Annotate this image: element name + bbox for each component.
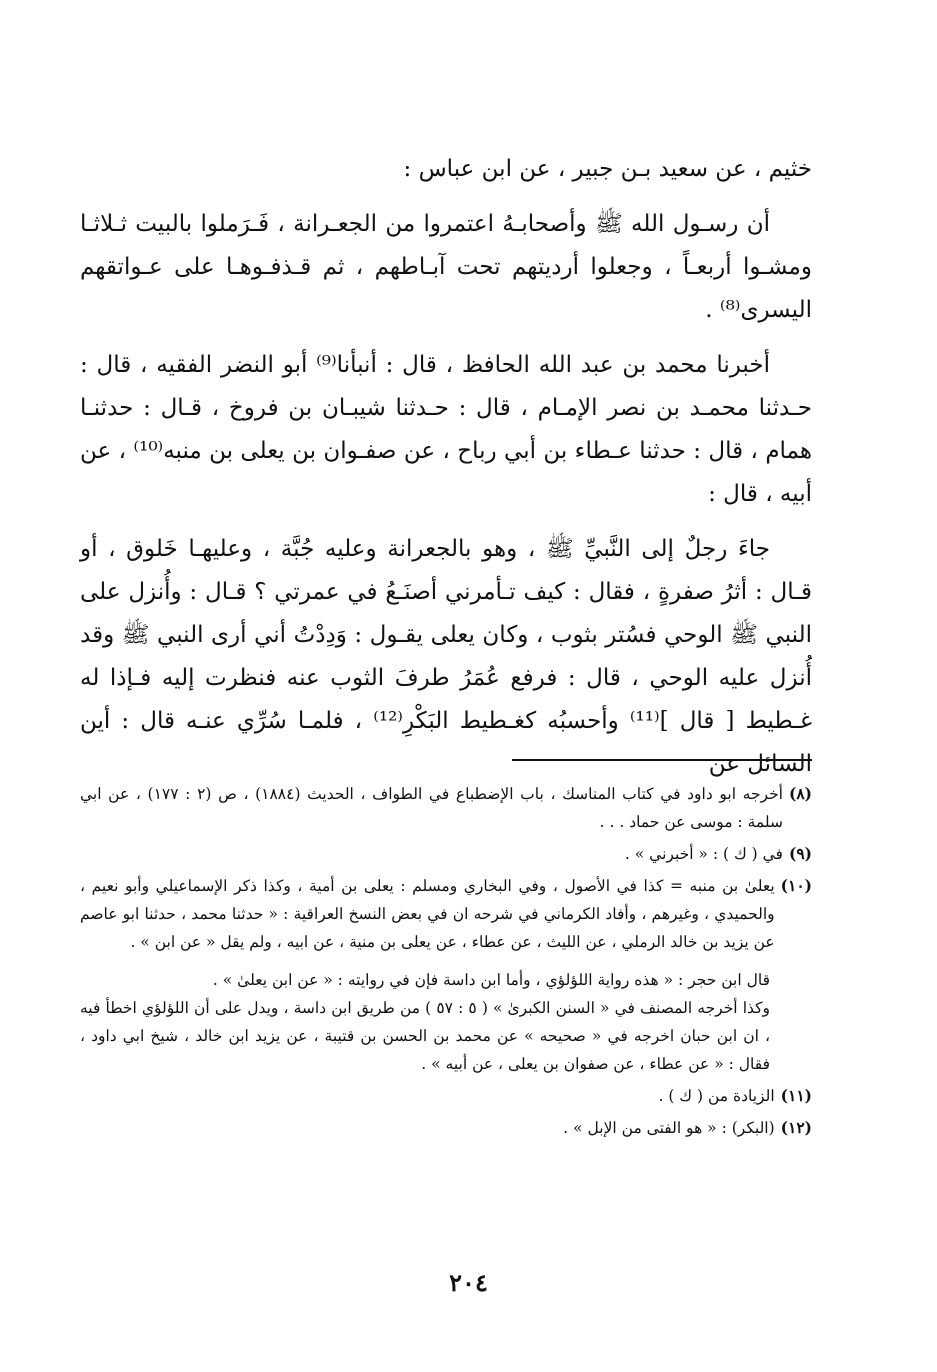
footnote-number: (٩)	[788, 844, 812, 863]
footnote-text: في ( ك ) : « أخبرني » .	[624, 845, 783, 863]
quote-line: وكذا أخرجه المصنف في « السنن الكبرىٰ » ( ٥ : ٥٧ ) من طريق ابن داسة ، ويدل على أن اللؤلؤي اخطأ فيه ، ان ابن حبان اخرجه في « صحيحه » عن محمد بن الحسن بن قتيبة ، عن يزيد ابن خالد ، شيخ ابي داود ، فقال : « عن عطاء ، عن صفوان بن يعلى ، عن أبيه » .	[80, 999, 771, 1073]
page-number: ٢٠٤	[449, 1268, 488, 1297]
footnote-12	[80, 1114, 812, 1142]
paragraph-hadith-2: جاءَ رجلٌ إلى النَّبيِّ ﷺ ، وهو بالجعرانة وعليه جُبَّة ، وعليهـا خَلوق ، أو قـال : أثرُ صفرةٍ ، فقال : كيف تـأمرني أصنَـعُ في عمرتي ؟ قـال : وأُنزل على النبي ﷺ الوحي فسُتر بثوب ، وكان يعلى يقـول : وَدِدْتُ أني أرى النبي ﷺ وقد أُنزل عليه الوحي ، قال : فرفع عُمَرُ طرفَ الثوب عنه فنظرت إليه فـإذا له غـطيط [ قال ]⁽¹¹⁾ وأحسبُه كغـطيط البَكْرِ⁽¹²⁾ ، فلمـا سُرِّي عنـه قال : أين السائل عن	[80, 536, 812, 777]
paragraph-isnad-1: خثيم ، عن سعيد بـن جبير ، عن ابن عباس :	[403, 156, 812, 182]
footnote-10	[80, 872, 812, 956]
footnotes	[80, 780, 812, 1146]
footnote-number: (١٠)	[780, 876, 812, 895]
footnote-number: (١٢)	[780, 1118, 812, 1137]
footnote-text: يعلىٰ بن منبه = كذا في الأصول ، وفي البخاري ومسلم : يعلى بن أمية ، وكذا ذكر الإسماعيلي وأبو نعيم ، والحميدي ، وغيرهم ، وأفاد الكرماني في شرحه ان في بعض النسخ العراقية : « حدثنا محمد ، حدثنا ابو عاصم عن يزيد بن خالد الرملي ، عن الليث ، عن عطاء ، عن يعلى بن منية ، عن ابيه ، ولم يقل « عن ابن » .	[80, 877, 775, 951]
footnote-divider	[512, 759, 812, 761]
footnote-10-quote	[80, 966, 812, 1078]
footnote-text: (البكر) : « هو الفتى من الإبل » .	[563, 1119, 775, 1137]
paragraph-hadith-1: أن رسـول الله ﷺ وأصحابـهُ اعتمروا من الجعـرانة ، فَـرَملوا بالبيت ثـلاثـا ومشـوا أربعـاً ، وجعلوا أرديتهم تحت آبـاطهم ، ثم قـذفـوهـا على عـواتقهم اليسرى⁽⁸⁾ .	[80, 211, 812, 323]
footnote-number: (٨)	[788, 784, 812, 803]
footnote-text: أخرجه ابو داود في كتاب المناسك ، باب الإضطباع في الطواف ، الحديث (١٨٨٤) ، ص (٢ : ١٧٧) ، عن ابي سلمة : موسى عن حماد . . .	[80, 785, 783, 831]
footnote-11	[80, 1082, 812, 1110]
footnote-8	[80, 780, 812, 836]
paragraph-isnad-2: أخبرنا محمد بن عبد الله الحافظ ، قال : أنبأنا⁽⁹⁾ أبو النضر الفقيه ، قال : حـدثنا محمـد بن نصر الإمـام ، قال : حـدثنا شيبـان بن فروخ ، قـال : حدثنـا همام ، قال : حدثنا عـطاء بن أبي رباح ، عن صفـوان بن يعلى بن منبه⁽¹⁰⁾ ، عن أبيه ، قال :	[80, 352, 812, 507]
footnote-text: الزيادة من ( ك ) .	[658, 1087, 775, 1105]
main-text	[80, 148, 812, 798]
quote-line: قال ابن حجر : « هذه رواية اللؤلؤي ، وأما ابن داسة فإن في روايته : « عن ابن يعلىٰ » .	[212, 971, 770, 989]
footnote-9	[80, 840, 812, 868]
footnote-number: (١١)	[780, 1086, 812, 1105]
